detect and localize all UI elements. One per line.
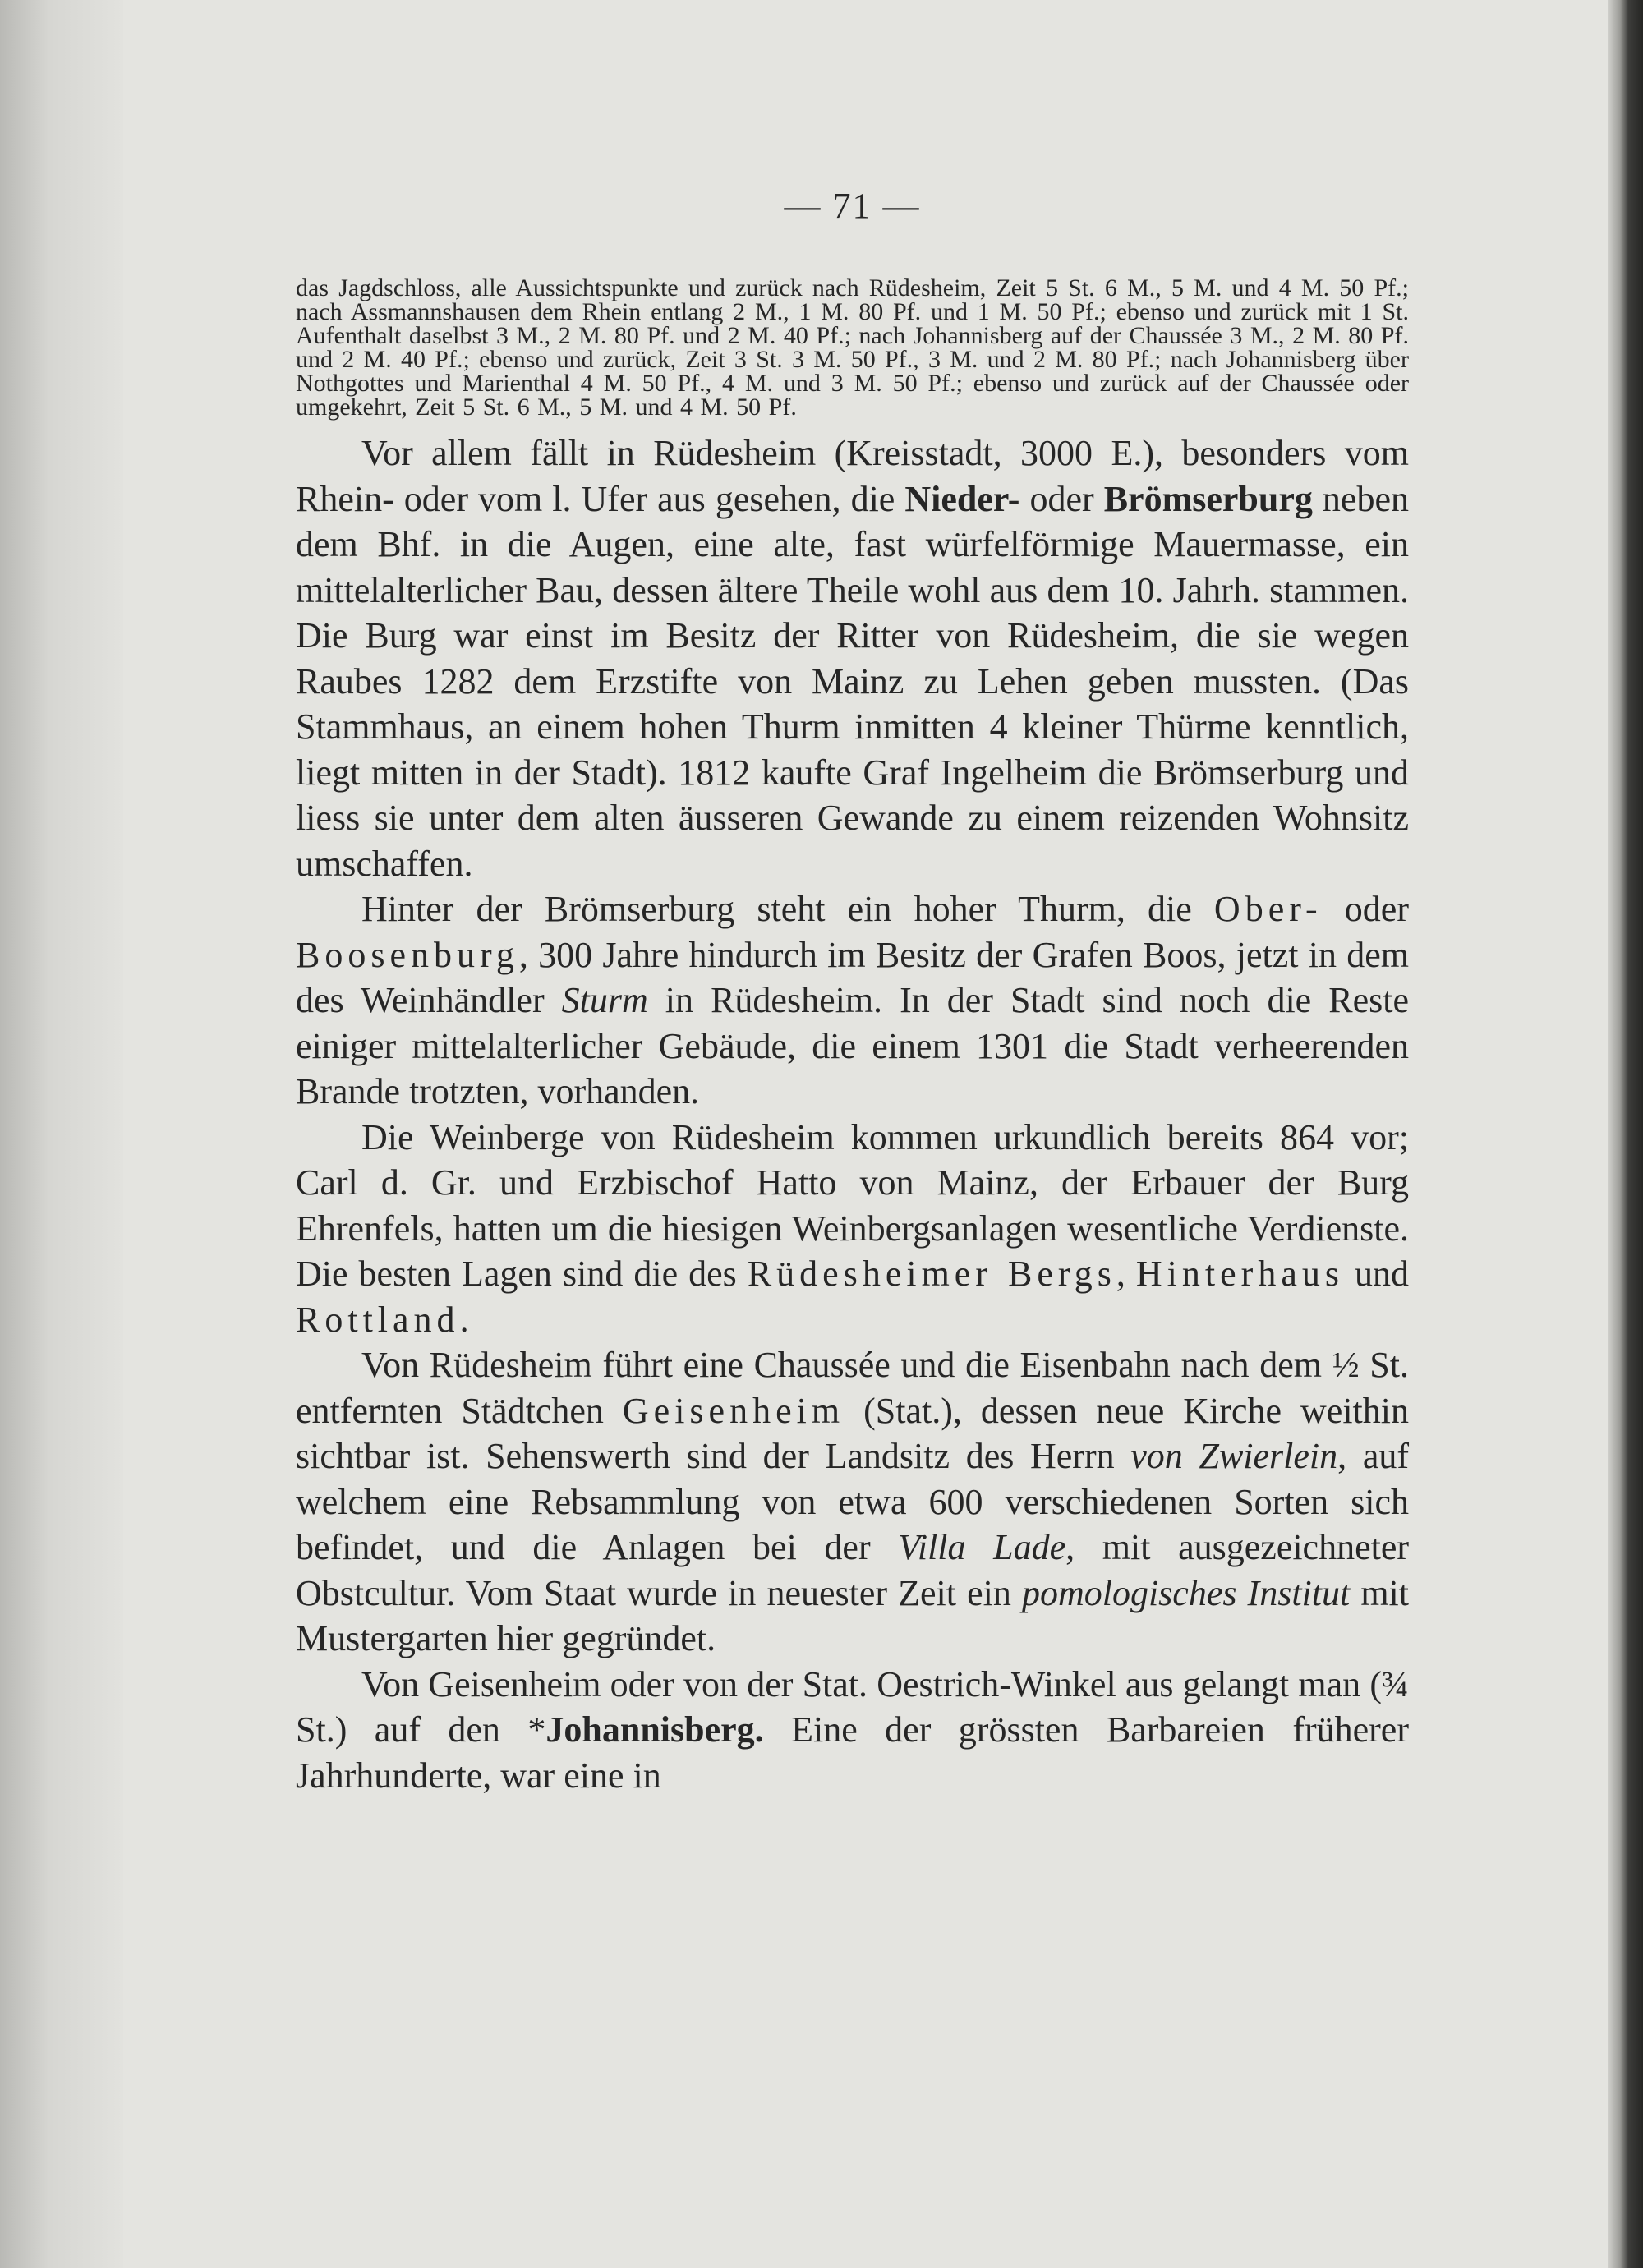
page-content	[296, 185, 1409, 1798]
spaced-term-rottland: Rottland	[296, 1299, 460, 1340]
italic-term-pomologisches-institut: pomologisches Institut	[1021, 1572, 1351, 1613]
spaced-term-geisenheim: Geisenheim	[622, 1390, 845, 1431]
small-print-block	[296, 276, 1409, 419]
body-text	[296, 430, 1409, 1798]
bold-term-johannisberg: Johannisberg.	[545, 1709, 764, 1750]
italic-name-villa-lade: Villa Lade	[898, 1527, 1066, 1567]
bold-term-nieder: Nieder-	[904, 478, 1020, 519]
spaced-term-boosenburg: Boosenburg	[296, 934, 519, 975]
italic-name-zwierlein: von Zwierlein	[1130, 1436, 1338, 1476]
paragraph-boosenburg: Hinter der Brömserburg steht ein hoher Thurm, die Ober- oder Boosenburg, 300 Jahre hindurch im Besitz der Grafen Boos, jetzt in dem des Weinhändler Sturm in Rüdesheim. In der Stadt sind noch die Reste einiger mittelalterlicher Gebäude, die einem 1301 die Stadt verheerenden Brande trotzten, vorhanden.	[296, 889, 1409, 1111]
paragraph-geisenheim: Von Rüdesheim führt eine Chaussée und die Eisenbahn nach dem ½ St. entfernten Städtchen Geisenheim (Stat.), dessen neue Kirche weithin sichtbar ist. Sehenswerth sind der Landsitz des Herrn von Zwierlein, auf welchem eine Rebsammlung von etwa 600 verschiedenen Sorten sich befindet, und die Anlagen bei der Villa Lade, mit ausgezeichneter Obstcultur. Vom Staat wurde in neuester Zeit ein pomologisches Institut mit Mustergarten hier gegründet.	[296, 1345, 1410, 1658]
italic-name-sturm: Sturm	[561, 980, 648, 1020]
spaced-term-ober: Ober-	[1213, 889, 1323, 929]
page-edge	[1608, 0, 1643, 2268]
paragraph-johannisberg: Von Geisenheim oder von der Stat. Oestrich-Winkel aus gelangt man (¾ St.) auf den *Johannisberg. Eine der grössten Barbareien früherer Jahrhunderte, war eine in	[296, 1663, 1409, 1796]
small-print-paragraph: das Jagdschloss, alle Aussichtspunkte und zurück nach Rüdesheim, Zeit 5 St. 6 M., 5 M. und 4 M. 50 Pf.; nach Assmannshausen dem Rhein entlang 2 M., 1 M. 80 Pf. und 1 M. 50 Pf.; ebenso und zurück mit 1 St. Aufenthalt daselbst 3 M., 2 M. 80 Pf. und 2 M. 40 Pf.; nach Johannisberg auf der Chaussée 3 M., 2 M. 80 Pf. und 2 M. 40 Pf.; ebenso und zurück, Zeit 3 St. 3 M. 50 Pf., 3 M. und 2 M. 80 Pf.; nach Johannisberg über Nothgottes und Marienthal 4 M. 50 Pf., 4 M. und 3 M. 50 Pf.; ebenso und zurück auf der Chaussée oder umgekehrt, Zeit 5 St. 6 M., 5 M. und 4 M. 50 Pf.	[296, 274, 1409, 421]
spaced-term-hinterhaus: Hinterhaus	[1135, 1254, 1344, 1294]
bold-term-broemserburg: Brömserburg	[1103, 478, 1313, 519]
page-number: — 71 —	[784, 186, 921, 226]
paragraph-weinberge: Die Weinberge von Rüdesheim kommen urkundlich bereits 864 vor; Carl d. Gr. und Erzbischof Hatto von Mainz, der Erbauer der Burg Ehrenfels, hatten um die hiesigen Weinbergsanlagen wesentliche Verdienste. Die besten Lagen sind die des Rüdesheimer Bergs, Hinterhaus und Rottland.	[296, 1116, 1409, 1340]
spine-shadow	[0, 0, 123, 2268]
paragraph-broemserburg: Vor allem fällt in Rüdesheim (Kreisstadt, 3000 E.), besonders vom Rhein- oder vom l. Ufer aus gesehen, die Nieder- oder Brömserburg neben dem Bhf. in die Augen, eine alte, fast würfelförmige Mauermasse, ein mittelalterlicher Bau, dessen ältere Theile wohl aus dem 10. Jahrh. stammen. Die Burg war einst im Besitz der Ritter von Rüdesheim, die sie wegen Raubes 1282 dem Erzstifte von Mainz zu Lehen geben mussten. (Das Stammhaus, an einem hohen Thurm inmitten 4 kleiner Thürme kenntlich, liegt mitten in der Stadt). 1812 kaufte Graf Ingelheim die Brömserburg und liess sie unter dem alten äusseren Gewande zu einem reizenden Wohnsitz umschaffen.	[296, 433, 1409, 884]
spaced-term-ruedesheimer-bergs: Rüdesheimer Bergs	[747, 1254, 1116, 1294]
